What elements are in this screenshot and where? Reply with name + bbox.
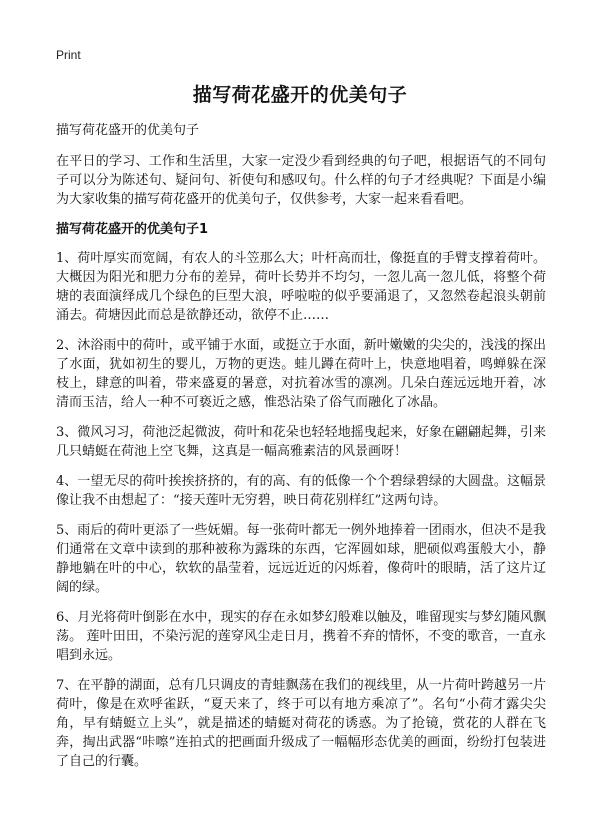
article-body <box>56 121 546 782</box>
paragraph-7: 7、在平静的湖面，总有几只调皮的青蛙飘荡在我们的视线里，从一片荷叶跨越另一片荷叶，像是在欢呼雀跃，“夏天来了，终于可以有地方乘凉了”。名句“小荷才露尖尖角，早有蜻蜓立上头”，就是描述的蜻蜓对荷花的诱惑。为了抢镜，赏花的人群在飞奔，掏出武器“咔嚓”连拍式的把画面升级成了一幅幅形态优美的画面，纷纷打包装进了自己的行囊。 <box>56 678 546 769</box>
paragraph-6: 6、月光将荷叶倒影在水中，现实的存在永如梦幻般难以触及，唯留现实与梦幻随风飘荡。 莲叶田田，不染污泥的莲穿风尘走日月，携着不弃的情怀，不变的歌音，一直永唱到永远。 <box>56 610 546 663</box>
paragraph-2: 2、沐浴雨中的荷叶，或平铺于水面，或挺立于水面，新叶嫩嫩的尖尖的，浅浅的探出了水面，犹如初生的婴儿，万物的更迭。蛙儿蹲在荷叶上，快意地唱着，鸣蝉躲在深枝上，肆意的叫着，带来盛夏的暑意，对抗着冰雪的凛冽。几朵白莲远远地开着，冰清而玉洁，给人一种不可亵近之感，惟恐沾染了俗气而融化了冰晶。 <box>56 338 546 410</box>
page-title: 描写荷花盛开的优美句子 <box>192 84 408 106</box>
article-subtitle: 描写荷花盛开的优美句子 <box>56 123 200 138</box>
paragraph-3: 3、微风习习，荷池泛起微波，荷叶和花朵也轻轻地摇曳起来，好象在翩翩起舞，引来几只蜻蜓在荷池上空飞舞，这真是一幅高雅素洁的风景画呀！ <box>56 425 546 459</box>
paragraph-5: 5、雨后的荷叶更添了一些妩媚。每一张荷叶都无一例外地捧着一团雨水，但决不是我们通常在文章中读到的那种被称为露珠的东西，它浑圆如球，肥硕似鸡蛋般大小，静静地躺在叶的中心，软软的晶莹着，远远近近的闪烁着，像荷叶的眼睛，活了这片辽阔的绿。 <box>56 523 546 595</box>
print-link[interactable]: Print <box>56 48 81 62</box>
paragraph-1: 1、荷叶厚实而宽阔，有农人的斗笠那么大；叶杆高而壮，像挺直的手臂支撑着荷叶。大概因为阳光和肥力分布的差异，荷叶长势并不均匀，一忽儿高一忽儿低，将整个荷塘的表面演绎成几个绿色的巨型大浪，呼啦啦的似乎要涌退了，又忽然卷起浪头朝前涌去。荷塘因此而总是欲静还动，欲停不止…… <box>56 251 546 323</box>
paragraph-4: 4、一望无尽的荷叶挨挨挤挤的，有的高、有的低像一个个碧绿碧绿的大圆盘。这幅景像让我不由想起了：“接天莲叶无穷碧，映日荷花别样红”这两句诗。 <box>56 474 546 508</box>
section-heading: 描写荷花盛开的优美句子1 <box>56 222 209 237</box>
intro-paragraph: 在平日的学习、工作和生活里，大家一定没少看到经典的句子吧，根据语气的不同句子可以分为陈述句、疑问句、祈使句和感叹句。什么样的句子才经典呢？下面是小编为大家收集的描写荷花盛开的优美句子，仅供参考，大家一起来看看吧。 <box>56 154 546 207</box>
